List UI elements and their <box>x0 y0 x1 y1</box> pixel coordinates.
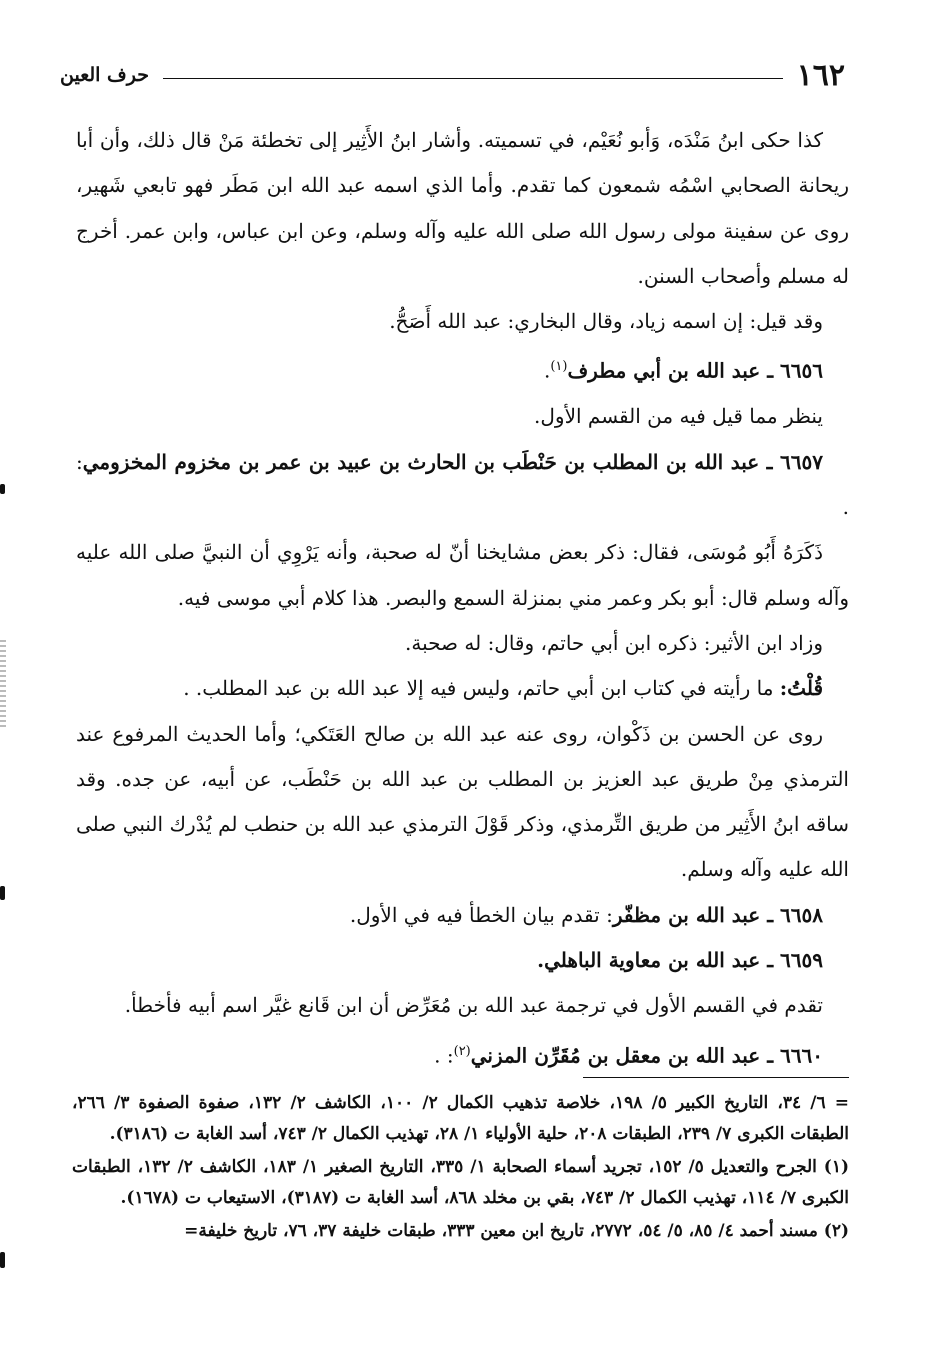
paragraph-5: وزاد ابن الأثير: ذكره ابن أبي حاتم، وقال: له صحبة. <box>405 630 823 655</box>
scan-edge-mark <box>0 886 5 900</box>
entry-6660-end: : . <box>434 1043 454 1068</box>
scan-edge-noise <box>0 640 6 730</box>
entry-6656-end: . <box>543 359 551 384</box>
entry-6660-title: ٦٦٦٠ ـ عبد الله بن معقل بن مُقَرِّن المزني <box>470 1043 823 1068</box>
entry-6659: ٦٦٥٩ ـ عبد الله بن معاوية الباهلي. <box>537 948 823 972</box>
footnote-separator <box>583 1077 849 1078</box>
scan-edge-mark <box>0 1252 5 1268</box>
paragraph-1: كذا حكى ابنُ مَنْدَه، وَأبو نُعَيْم، في تسميته. وأشار ابنُ الأَثِير إلى تخطئة مَنْ قال ذلك، وأن أبا ريحانة الصحابي اسْمُه شمعون كما تقدم. وأما الذي اسمه عبد الله ابن مَطَر فهو تابعي شَهير، روى عن سفينة مولى رسول الله صلى الله عليه وآله وسلم، وعن ابن عباس، وابن عمر. أخرج له مسلم وأصحاب السنن. <box>76 128 849 288</box>
entry-6658-title: ٦٦٥٨ ـ عبد الله بن مظفّر <box>612 902 823 927</box>
entry-6656 <box>76 344 849 394</box>
entry-6657 <box>76 440 849 531</box>
scan-edge-mark <box>0 484 5 494</box>
paragraph-6-text: ما رأيته في كتاب ابن أبي حاتم، وليس فيه إلا عبد الله بن عبد المطلب. . <box>183 676 780 701</box>
entry-6658-text: : تقدم بيان الخطأ فيه في الأول. <box>349 902 613 927</box>
footnote-1: (١) الجرح والتعديل ٥/ ١٥٢، تجريد أسماء الصحابة ١/ ٣٣٥، التاريخ الصغير ١/ ١٨٣، الكاشف ٢/ ١٣٢، الطبقات الكبرى ٧/ ١١٤، تهذيب الكمال ٢/ ٧٤٣، بقي بن مخلد ٨٦٨، أسد الغابة ت (٣١٨٧)، الاستيعاب ت (١٦٧٨). <box>72 1157 849 1208</box>
entry-6657-title: ٦٦٥٧ ـ عبد الله بن المطلب بن حَنْطَب بن الحارث بن عبيد بن عمر بن مخزوم المخزومي <box>82 449 823 474</box>
paragraph-8: تقدم في القسم الأول في ترجمة عبد الله بن مُعَرِّض أن ابن قَانع غيَّر اسم أبيه فأخطأ. <box>124 993 823 1018</box>
entry-6656-title: ٦٦٥٦ ـ عبد الله بن أبي مطرف <box>567 359 823 384</box>
paragraph-2: وقد قيل: إن اسمه زياد، وقال البخاري: عبد الله أَصَحُّ. <box>389 309 823 334</box>
entry-6657-end: : . <box>76 449 849 520</box>
paragraph-7: روى عن الحسن بن ذَكْوان، روى عنه عبد الله بن صالح العَتَكي؛ وأما الحديث المرفوع عند الترمذي مِنْ طريق عبد العزيز بن المطلب بن عبد الله بن حَنْطَب، عن أبيه، عن جده. وقد ساقه ابنُ الأَثِير من طريق التِّرمذي، وذكر قَوْلَ الترمذي عبد الله بن حنطب لم يُدْرك النبي صلى الله عليه وآله وسلم. <box>76 721 849 882</box>
page-header <box>60 57 845 93</box>
paragraph-4: ذَكَرَهُ أَبُو مُوسَى، فقال: ذكر بعض مشايخنا أنّ له صحبة، وأنه يَرْوِي أن النبيَّ صلى الله عليه وآله وسلم قال: أبو بكر وعمر مني بمنزلة السمع والبصر. هذا كلام أبي موسى فيه. <box>76 540 849 610</box>
main-text <box>76 118 849 1079</box>
page-number: ١٦٢ <box>796 57 845 93</box>
header-rule <box>163 78 783 79</box>
footnotes <box>72 1088 849 1249</box>
footnote-ref-1: (١) <box>550 359 568 375</box>
entry-6658 <box>76 893 849 938</box>
footnote-2: (٢) مسند أحمد ٤/ ٨٥، ٥/ ٥٤، ٢٧٧٢، تاريخ ابن معين ٣٣٣، طبقات خليفة ٣٧، ٧٦، تاريخ خليفة= <box>184 1221 849 1241</box>
paragraph-6 <box>76 666 849 711</box>
entry-6660 <box>76 1029 849 1079</box>
paragraph-3: ينظر مما قيل فيه من القسم الأول. <box>534 404 823 429</box>
footnote-ref-2: (٢) <box>453 1043 471 1059</box>
qultu-label: قُلْتُ: <box>779 676 823 701</box>
footnote-continuation: = ٦/ ٣٤، التاريخ الكبير ٥/ ١٩٨، خلاصة تذهيب الكمال ٢/ ١٠٠، الكاشف ٢/ ١٣٢، صفوة الصفوة ٣/ ٢٦٦، الطبقات الكبرى ٧/ ٢٣٩، الطبقات ٢٠٨، حلية الأولياء ١/ ٢٨، تهذيب الكمال ٢/ ٧٤٣، أسد الغابة ت (٣١٨٦). <box>72 1093 849 1144</box>
running-title: حرف العين <box>60 64 149 86</box>
